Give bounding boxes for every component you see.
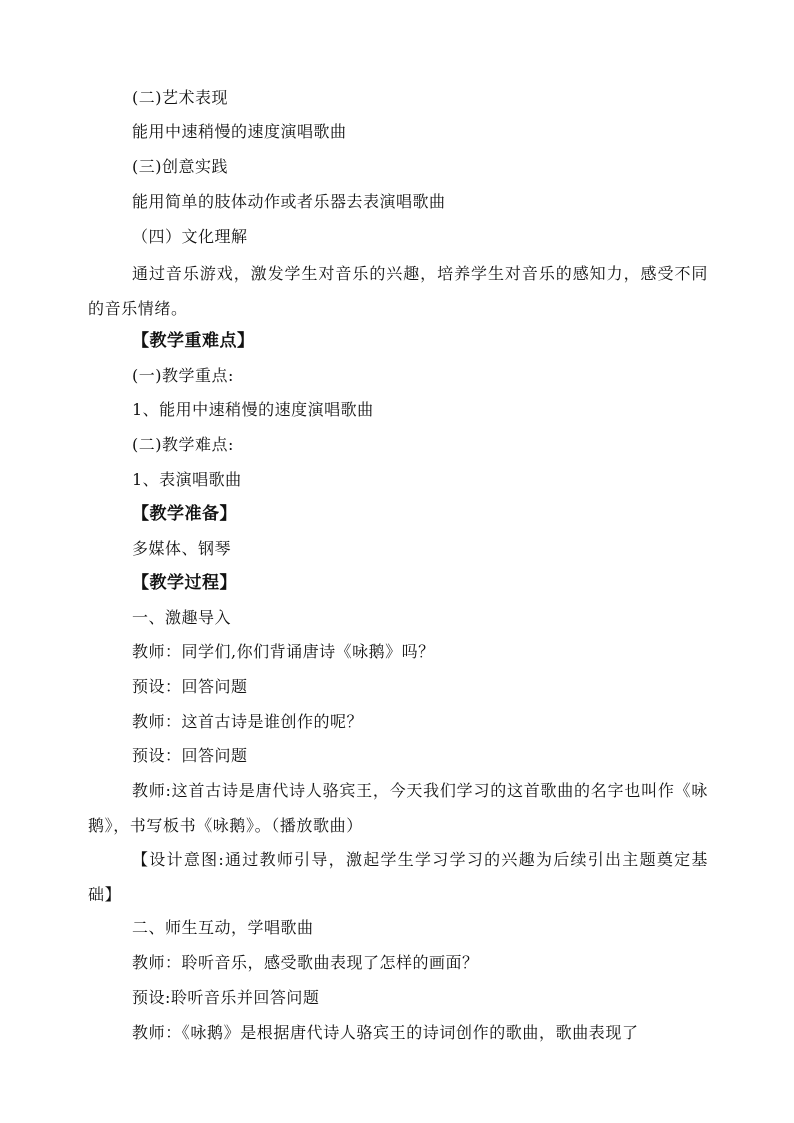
text-line: 教师：聆听音乐，感受歌曲表现了怎样的画面？: [132, 953, 479, 972]
text-line: (一)教学重点:: [132, 366, 234, 385]
text-line: 教师：这首古诗是谁创作的呢？: [132, 712, 364, 731]
text-line: 能用中速稍慢的速度演唱歌曲: [132, 122, 347, 141]
text-line: (二)教学难点:: [132, 435, 234, 454]
paragraph-design-intent: 【设计意图:通过教师引导，激起学生学习学习的兴趣为后续引出主题奠定基础】: [88, 850, 708, 904]
section-heading-creative-practice: (三)创意实践: [132, 157, 228, 176]
text-line: 二、师生互动，学唱歌曲: [132, 918, 314, 937]
heading-teaching-process: 【教学过程】: [132, 573, 237, 593]
text-line: 1、能用中速稍慢的速度演唱歌曲: [132, 400, 374, 419]
paragraph-teacher-intro: 教师:这首古诗是唐代诗人骆宾王，今天我们学习的这首歌曲的名字也叫作《咏鹅》，书写板书《咏鹅》。（播放歌曲）: [88, 781, 708, 835]
text-line: 多媒体、钢琴: [132, 539, 232, 558]
text-line: 教师：同学们,你们背诵唐诗《咏鹅》吗？: [132, 642, 435, 661]
paragraph-cultural-understanding: 通过音乐游戏，激发学生对音乐的兴趣，培养学生对音乐的感知力，感受不同的音乐情绪。: [88, 264, 708, 318]
section-heading-cultural-understanding: （四）文化理解: [132, 227, 248, 246]
paragraph-song-description: 教师：《咏鹅》是根据唐代诗人骆宾王的诗词创作的歌曲，歌曲表现了: [132, 1023, 639, 1042]
heading-teaching-preparation: 【教学准备】: [132, 504, 237, 524]
text-line: 1、表演唱歌曲: [132, 470, 242, 489]
heading-teaching-focus: 【教学重难点】: [132, 331, 255, 351]
text-line: 能用简单的肢体动作或者乐器去表演唱歌曲: [132, 192, 446, 211]
text-line: 一、激趣导入: [132, 608, 232, 627]
section-heading-art-expression: (二)艺术表现: [132, 88, 228, 107]
text-line: 预设：回答问题: [132, 677, 248, 696]
text-line: 预设：回答问题: [132, 746, 248, 765]
text-line: 预设:聆听音乐并回答问题: [132, 988, 320, 1007]
